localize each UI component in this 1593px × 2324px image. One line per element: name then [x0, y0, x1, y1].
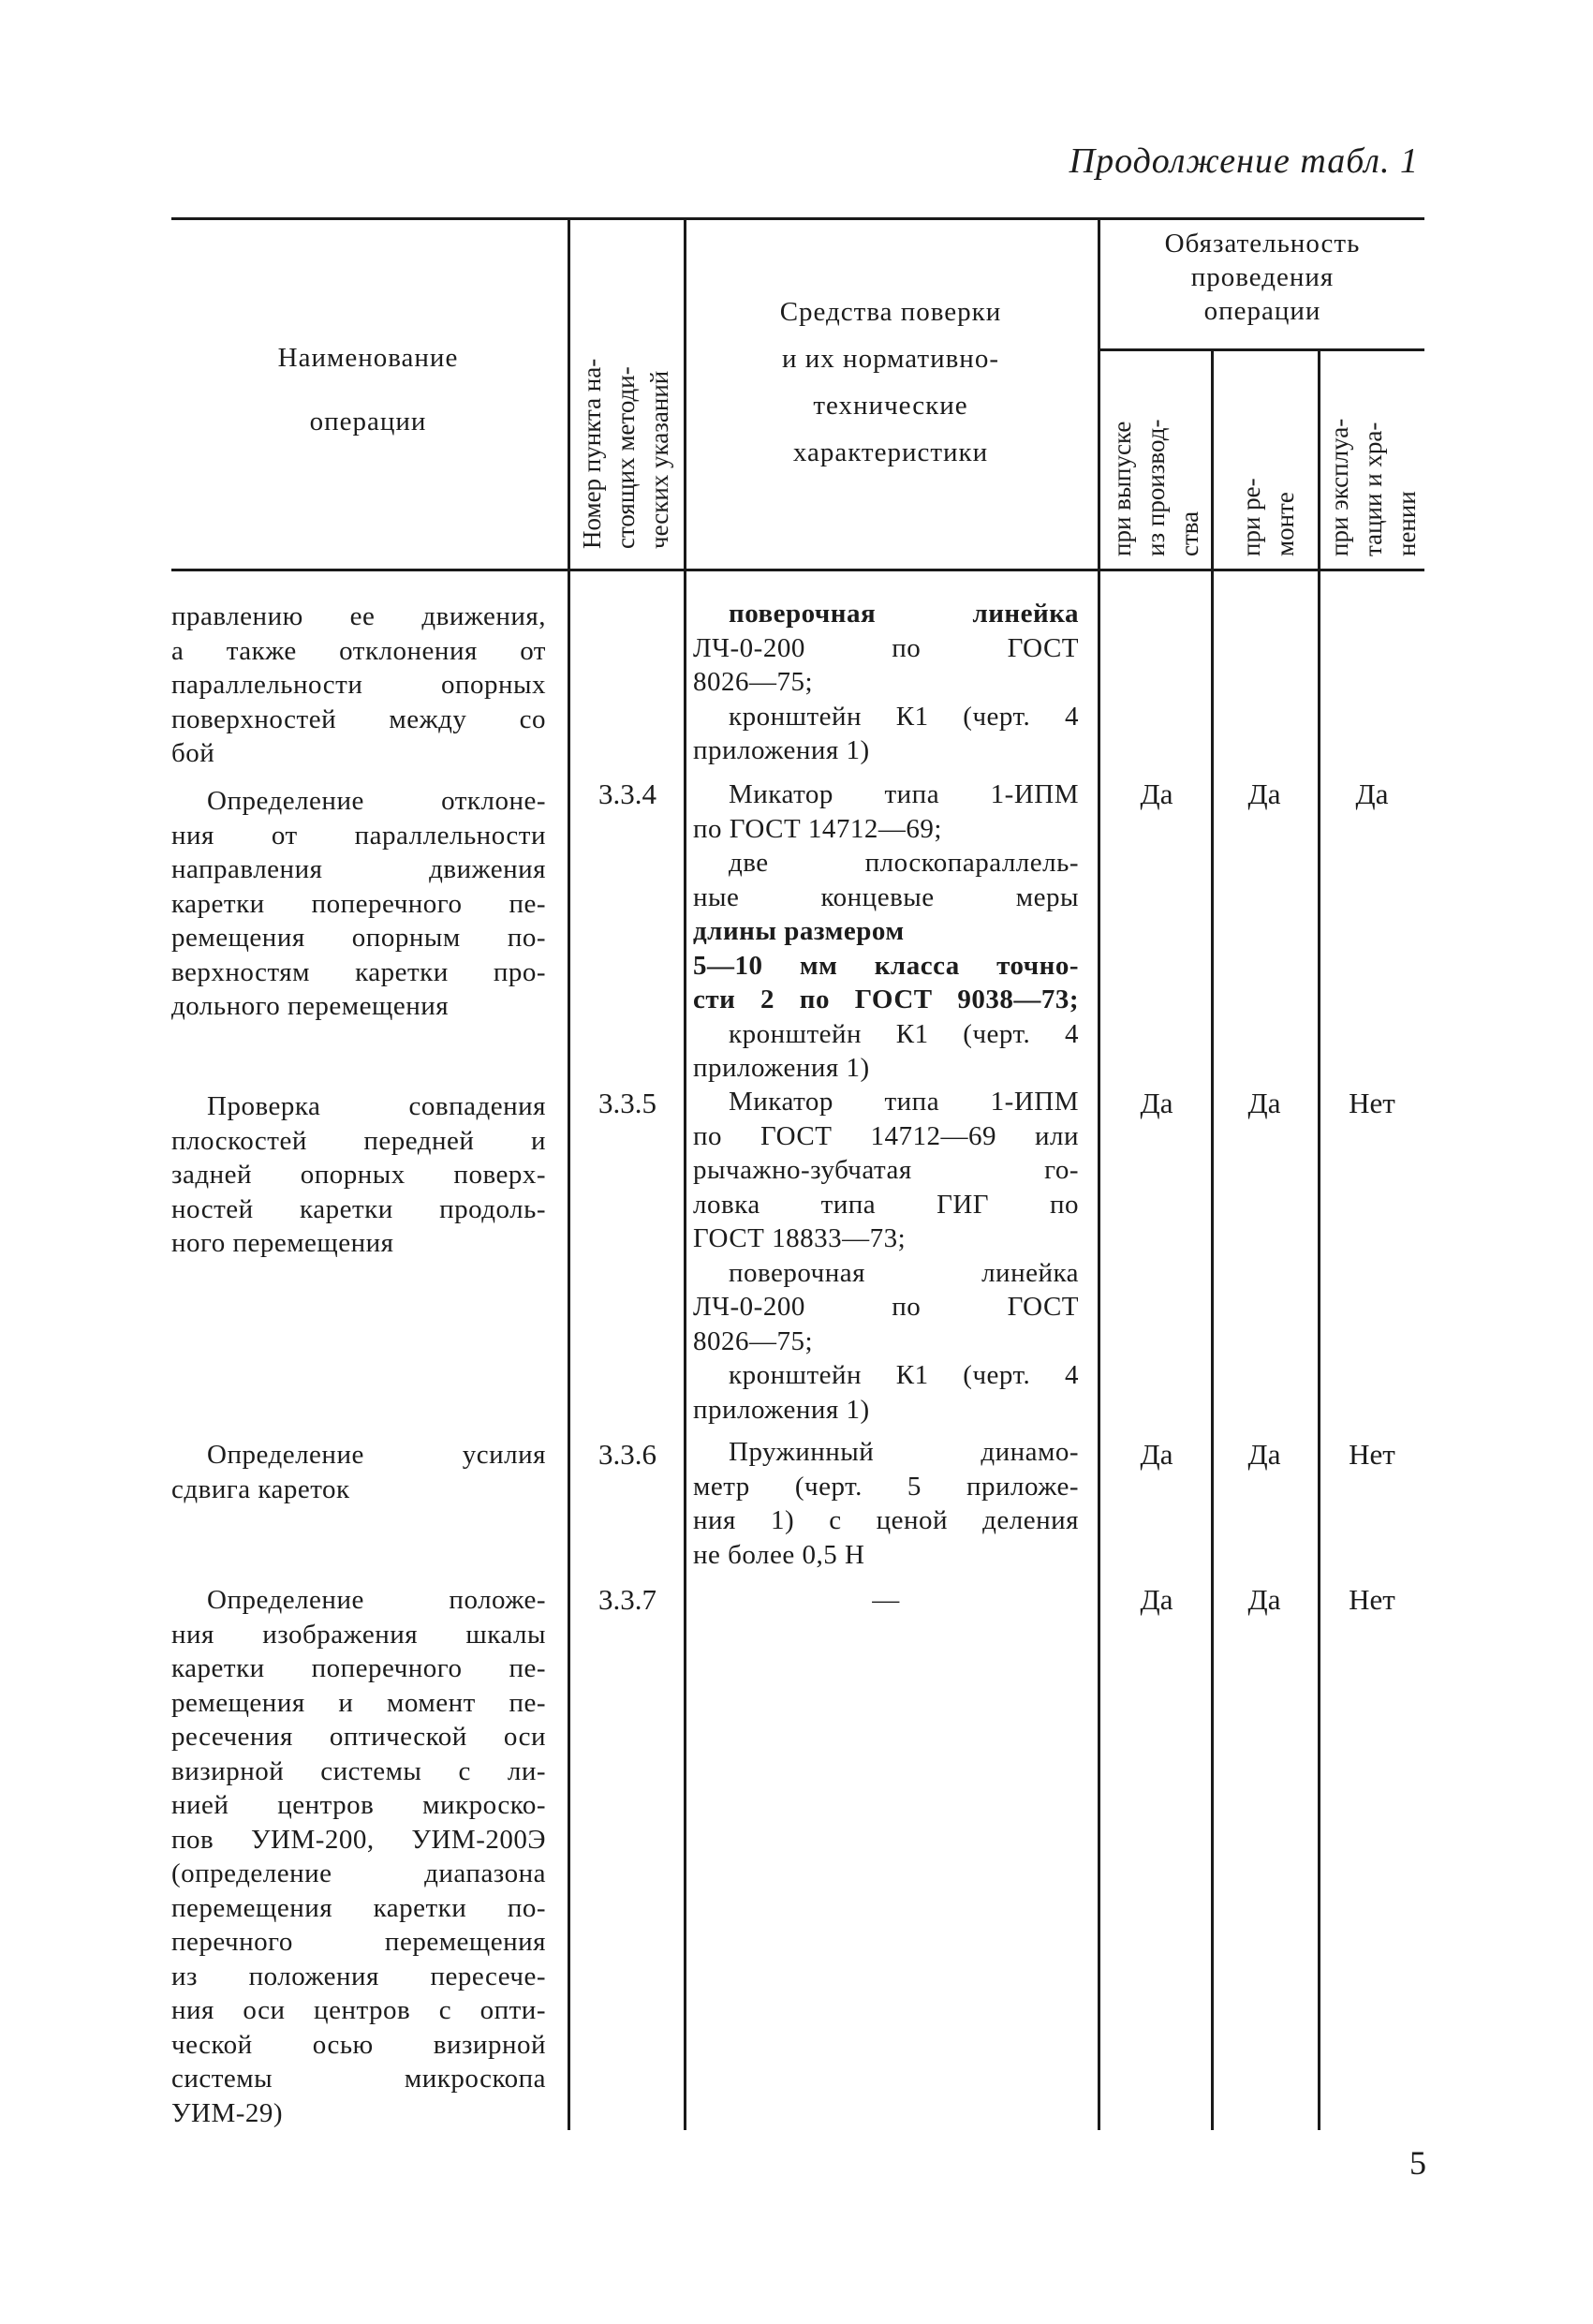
obligation-exploitation-value: Нет: [1349, 1087, 1395, 1119]
obligation-subheader-rule: [1098, 348, 1424, 351]
obligation-exploitation-value: Да: [1355, 777, 1389, 810]
table-row-verification-means: поверочная линейка ЛЧ-0-200 по ГОСТ 8026—75; кронштейн К1 (черт. 4 приложения 1): [693, 599, 1079, 765]
obligation-exploitation-value: Нет: [1349, 1583, 1395, 1616]
clause-number: 3.3.6: [598, 1438, 656, 1471]
header-obligation: Обязательность проведения операции: [1164, 229, 1361, 326]
page-number: 5: [1409, 2144, 1426, 2182]
obligation-repair-value: Да: [1247, 777, 1281, 810]
clause-number: 3.3.4: [598, 777, 656, 810]
obligation-release-value: Да: [1140, 1087, 1173, 1119]
column-divider-2: [684, 217, 686, 2130]
table-row-operation-name: Определение положе- ния изображения шкалы каретки поперечного пе- ремещения и момент пе- ресечения оптической оси визирной системы с ли- нией центров микроско- пов УИМ-200, УИМ-200Э (определение диапазона перемещения каретки по- перечного перемещения из положения пересече- ния оси центров с опти- ческой осью визирной системы микроскопа УИМ-29): [171, 1585, 546, 2128]
table-row-verification-means: Микатор типа 1-ИПМ по ГОСТ 14712—69 или рычажно-зубчатая го- ловка типа ГИГ по ГОСТ 18833—73; поверочная линейка ЛЧ-0-200 по ГОСТ 8026—75; кронштейн К1 (черт. 4 приложения 1): [693, 1087, 1079, 1425]
table-continuation-caption: Продолжение табл. 1: [1069, 141, 1419, 181]
header-at-release: при выпуске из производ- ства: [1108, 419, 1203, 556]
table-top-rule: [171, 217, 1424, 220]
table-row-operation-name: Определение усилия сдвига кареток: [171, 1440, 546, 1504]
header-at-exploitation: при эксплуа- тации и хра- нении: [1325, 418, 1421, 556]
column-divider-1: [568, 217, 570, 2130]
table-row-operation-name: правлению ее движения, а также отклонения от параллельности опорных поверхностей между со бой: [171, 601, 546, 768]
obligation-repair-value: Да: [1247, 1583, 1281, 1616]
table-row-operation-name: Проверка совпадения плоскостей передней и задней опорных поверх- ностей каретки продоль- ного перемещения: [171, 1091, 546, 1258]
column-divider-5: [1318, 348, 1320, 2130]
obligation-release-value: Да: [1140, 1583, 1173, 1616]
header-operation-name: Наименование операции: [277, 343, 459, 437]
obligation-release-value: Да: [1140, 1438, 1173, 1471]
clause-number: 3.3.5: [598, 1087, 656, 1119]
header-at-repair: при ре- монте: [1237, 478, 1299, 556]
clause-number: 3.3.7: [598, 1583, 656, 1616]
table-row-verification-means: Микатор типа 1-ИПМ по ГОСТ 14712—69; две плоскопараллель- ные концевые меры длины размером 5—10 мм класса точно- сти 2 по ГОСТ 9038—73; кронштейн К1 (черт. 4 приложения 1): [693, 779, 1079, 1083]
column-divider-4: [1211, 348, 1214, 2130]
obligation-release-value: Да: [1140, 777, 1173, 810]
header-bottom-rule: [171, 569, 1424, 571]
obligation-repair-value: Да: [1247, 1087, 1281, 1119]
obligation-exploitation-value: Нет: [1349, 1438, 1395, 1471]
obligation-repair-value: Да: [1247, 1438, 1281, 1471]
header-clause-number: Номер пункта на- стоящих методи- ческих указаний: [578, 358, 673, 549]
table-row-verification-means: —: [872, 1585, 900, 1615]
table-row-operation-name: Определение отклоне- ния от параллельности направления движения каретки поперечного пе- ремещения опорным по- верхностям каретки про- дольного перемещения: [171, 786, 546, 1021]
column-divider-3: [1098, 217, 1100, 2130]
header-verification-means: Средства поверки и их нормативно- технические характеристики: [779, 297, 1002, 467]
table-row-verification-means: Пружинный динамо- метр (черт. 5 приложе- ния 1) с ценой деления не более 0,5 Н: [693, 1437, 1079, 1570]
